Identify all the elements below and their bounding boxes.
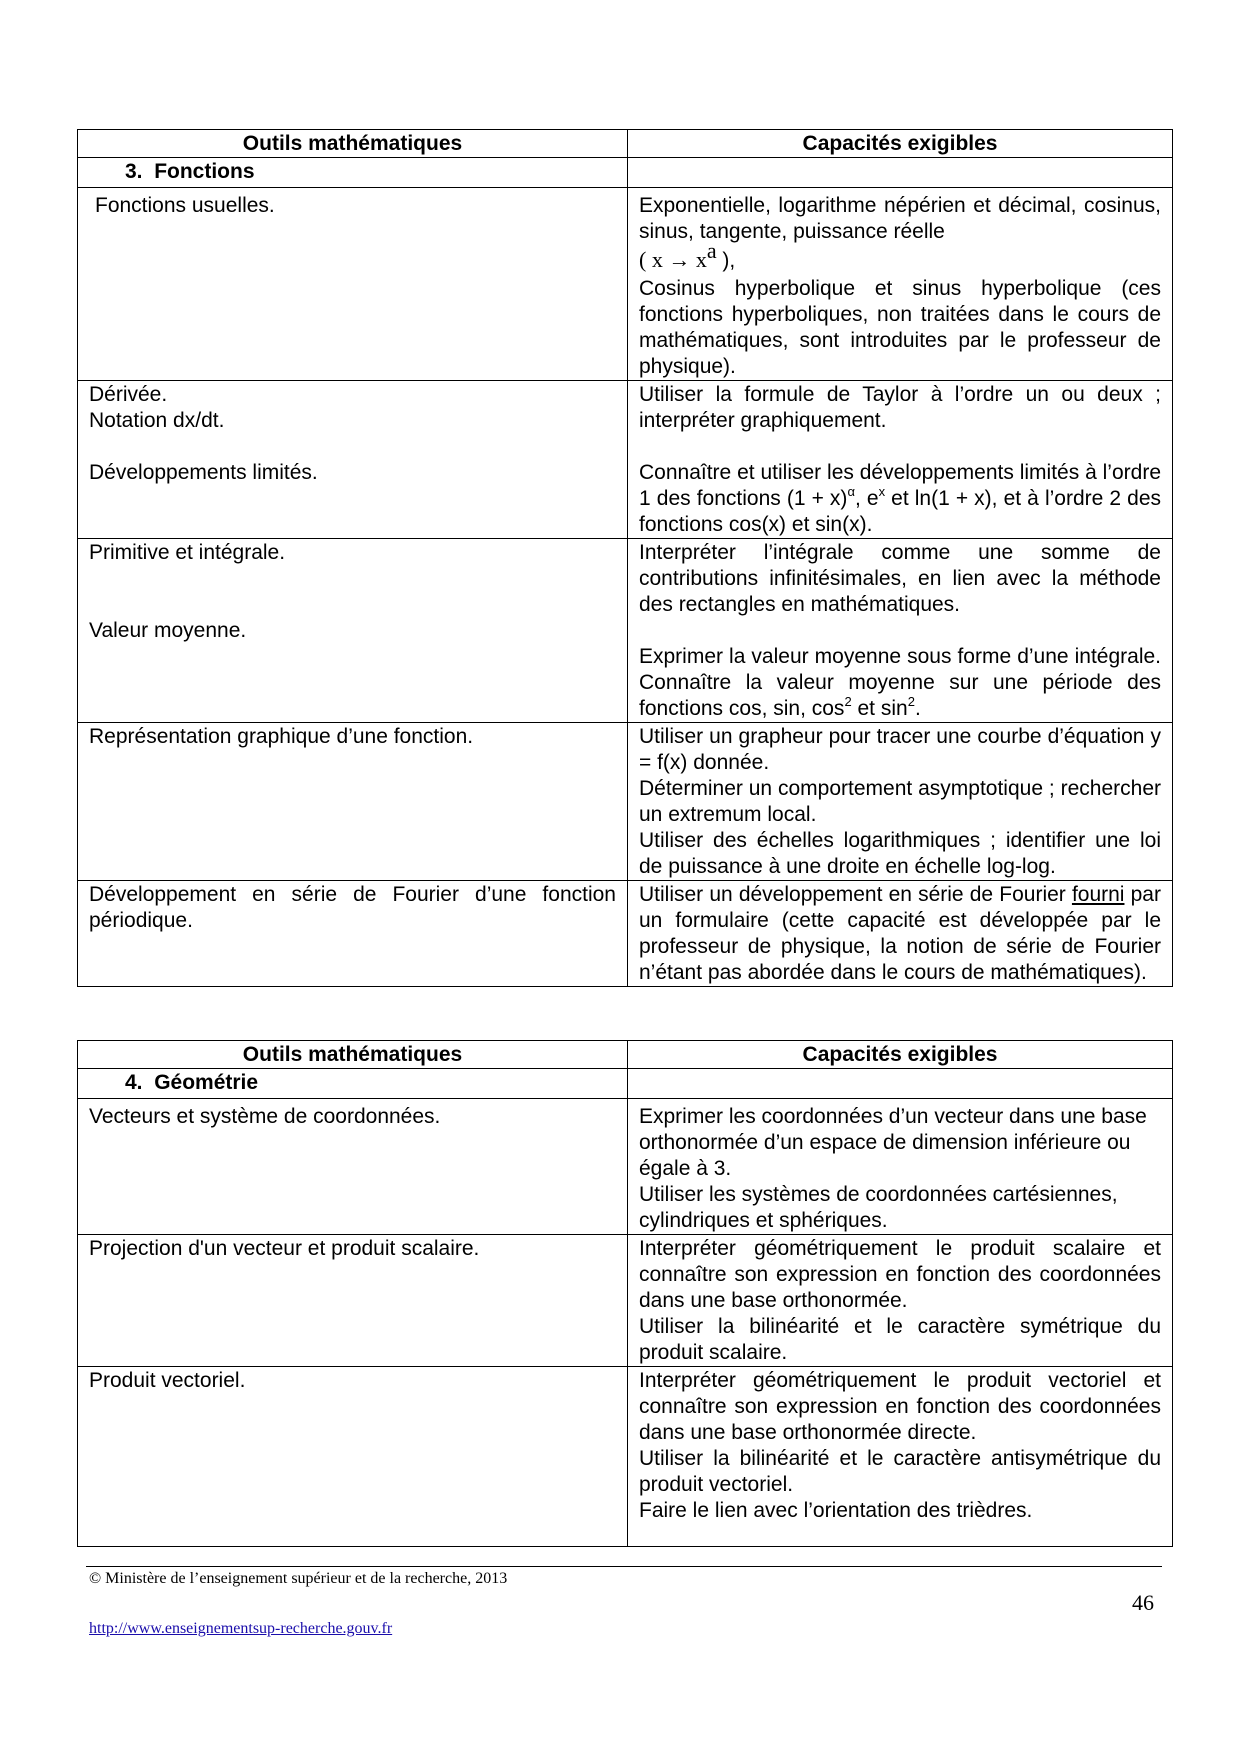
tool-cross-product: Produit vectoriel. <box>89 1369 246 1392</box>
section-title: 4. Géométrie <box>125 1071 259 1094</box>
tool-vectors: Vecteurs et système de coordonnées. <box>89 1105 441 1128</box>
capacity-cell <box>628 539 1173 723</box>
page-number: 46 <box>1132 1590 1154 1615</box>
header-tools: Outils mathématiques <box>78 1041 628 1069</box>
table-row <box>78 1367 1173 1547</box>
tool-usual-functions: Fonctions usuelles. <box>95 194 275 217</box>
capacity-text: Utiliser les systèmes de coordonnées cartésiennes, cylindriques et sphériques. <box>639 1183 1118 1232</box>
table-header-row <box>78 1041 1173 1069</box>
tool-cell <box>78 881 628 987</box>
header-capacities: Capacités exigibles <box>628 130 1173 158</box>
capacity-cell <box>628 881 1173 987</box>
capacity-text: Interpréter l’intégrale comme une somme de contributions infinitésimales, en lien avec la méthode des rectangles en mathématiques. <box>639 541 1161 616</box>
geometrie-table <box>77 1040 1173 1547</box>
tool-cell <box>78 188 628 381</box>
capacity-cell <box>628 723 1173 881</box>
tool-projection: Projection d'un vecteur et produit scalaire. <box>89 1237 480 1260</box>
capacity-formula: ( $x \to x^a$ ), <box>639 238 736 272</box>
capacity-cell <box>628 1367 1173 1547</box>
footer-website-link[interactable]: http://www.enseignementsup-recherche.gouv.fr <box>89 1620 393 1637</box>
tool-mean-value: Valeur moyenne. <box>89 619 247 642</box>
capacity-text: Utiliser la bilinéarité et le caractère symétrique du produit scalaire. <box>639 1315 1161 1364</box>
footer-copyright: © Ministère de l’enseignement supérieur et de la recherche, 2013 <box>89 1570 508 1587</box>
fonctions-table <box>77 129 1173 987</box>
tool-notation: Notation dx/dt. <box>89 409 225 432</box>
capacity-text: Utiliser un grapheur pour tracer une courbe d’équation y = f(x) donnée. <box>639 725 1161 774</box>
capacity-text: Interpréter géométriquement le produit scalaire et connaître son expression en fonction des coordonnées dans une base orthonormée. <box>639 1237 1161 1312</box>
section-empty-cell <box>628 1069 1173 1099</box>
tool-cell <box>78 1235 628 1367</box>
capacity-text: Exprimer les coordonnées d’un vecteur dans une base orthonormée d’un espace de dimension inférieure ou égale à 3. <box>639 1105 1147 1180</box>
capacity-text: Déterminer un comportement asymptotique ; rechercher un extremum local. <box>639 777 1161 826</box>
capacity-text: Utiliser des échelles logarithmiques ; identifier une loi de puissance à une droite en échelle log-log. <box>639 829 1161 878</box>
section-row <box>78 158 1173 188</box>
tool-fourier-series: Développement en série de Fourier d’une fonction périodique. <box>89 883 616 932</box>
section-heading <box>78 1069 628 1099</box>
table-row <box>78 188 1173 381</box>
tool-cell <box>78 381 628 539</box>
section-heading <box>78 158 628 188</box>
capacity-cell <box>628 1099 1173 1235</box>
capacity-cell <box>628 1235 1173 1367</box>
capacity-text: Exponentielle, logarithme népérien et décimal, cosinus, sinus, tangente, puissance réelle <box>639 194 1161 243</box>
header-capacities: Capacités exigibles <box>628 1041 1173 1069</box>
capacity-cell <box>628 188 1173 381</box>
table-row <box>78 539 1173 723</box>
capacity-text: Connaître et utiliser les développements limités à l’ordre 1 des fonctions $(1 + x)^\alpha$, $e^x$ et ln(1 + x), et à l’ordre 2 des fonctions cos(x) et sin(x). <box>639 461 1162 536</box>
tool-graphical-representation: Représentation graphique d’une fonction. <box>89 725 474 748</box>
footer-divider <box>86 1566 1162 1567</box>
tool-derivative: Dérivée. <box>89 383 168 406</box>
header-tools: Outils mathématiques <box>78 130 628 158</box>
tool-limited-expansions: Développements limités. <box>89 461 318 484</box>
capacity-text: Interpréter géométriquement le produit vectoriel et connaître son expression en fonction des coordonnées dans une base orthonormée directe. <box>639 1369 1161 1444</box>
table-row <box>78 723 1173 881</box>
table-row <box>78 1099 1173 1235</box>
table-row <box>78 381 1173 539</box>
section-row <box>78 1069 1173 1099</box>
tool-integral: Primitive et intégrale. <box>89 541 286 564</box>
capacity-cell <box>628 381 1173 539</box>
capacity-text: Utiliser la bilinéarité et le caractère antisymétrique du produit vectoriel. <box>639 1447 1161 1496</box>
capacity-text: Utiliser la formule de Taylor à l’ordre un ou deux ; interpréter graphiquement. <box>639 383 1161 432</box>
tool-cell <box>78 1367 628 1547</box>
table-row <box>78 1235 1173 1367</box>
table-row <box>78 881 1173 987</box>
tool-cell <box>78 1099 628 1235</box>
capacity-text: Utiliser un développement en série de Fourier fourni par un formulaire (cette capacité est développée par le professeur de physique, la notion de série de Fourier n’étant pas abordée dans le cours de mathématiques). <box>639 883 1161 984</box>
capacity-text: Faire le lien avec l’orientation des trièdres. <box>639 1499 1033 1522</box>
capacity-text: Cosinus hyperbolique et sinus hyperbolique (ces fonctions hyperboliques, non traitées dans le cours de mathématiques, sont introduites par le professeur de physique). <box>639 277 1161 378</box>
capacity-text: Exprimer la valeur moyenne sous forme d’une intégrale. Connaître la valeur moyenne sur une période des fonctions cos, sin, $\cos^2$ et $\sin^2$. <box>639 645 1161 720</box>
section-title: 3. Fonctions <box>125 160 255 183</box>
tool-cell <box>78 539 628 723</box>
table-header-row <box>78 130 1173 158</box>
tool-cell <box>78 723 628 881</box>
section-empty-cell <box>628 158 1173 188</box>
